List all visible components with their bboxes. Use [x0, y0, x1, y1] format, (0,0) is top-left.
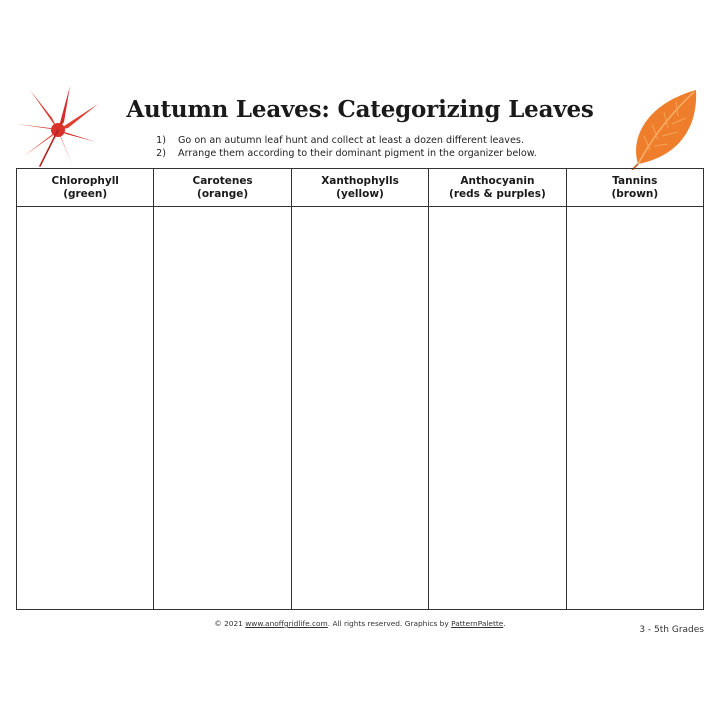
- instruction-item: [140, 134, 600, 147]
- column-writing-area[interactable]: [429, 207, 565, 609]
- worksheet-title: Autumn Leaves: Categorizing Leaves: [126, 96, 594, 123]
- graphics-credit-link[interactable]: PatternPalette: [451, 619, 504, 628]
- rights-text: . All rights reserved. Graphics by: [327, 619, 449, 628]
- column-title: Tannins: [612, 175, 658, 187]
- column-anthocyanin: [429, 169, 566, 609]
- column-writing-area[interactable]: [567, 207, 703, 609]
- footer-end: .: [503, 619, 506, 628]
- column-header: [292, 169, 428, 207]
- column-tannins: [567, 169, 703, 609]
- instruction-number: 2): [156, 148, 166, 159]
- column-chlorophyll: [17, 169, 154, 609]
- column-header: [567, 169, 703, 207]
- column-xanthophylls: [292, 169, 429, 609]
- column-subtitle: (brown): [611, 188, 659, 200]
- column-header: [429, 169, 565, 207]
- instruction-text: Arrange them according to their dominant pigment in the organizer below.: [178, 148, 537, 159]
- column-writing-area[interactable]: [292, 207, 428, 609]
- column-subtitle: (reds & purples): [449, 188, 546, 200]
- grade-level-label: 3 - 5th Grades: [639, 625, 704, 635]
- instruction-number: 1): [156, 135, 166, 146]
- instructions-list: [140, 134, 600, 160]
- instruction-item: [140, 147, 600, 160]
- copyright-year: © 2021: [214, 619, 243, 628]
- instruction-text: Go on an autumn leaf hunt and collect at least a dozen different leaves.: [178, 135, 524, 146]
- column-title: Carotenes: [192, 175, 253, 187]
- column-writing-area[interactable]: [17, 207, 153, 609]
- column-subtitle: (orange): [197, 188, 249, 200]
- column-title: Chlorophyll: [51, 175, 119, 187]
- copyright-footer: [0, 619, 720, 628]
- column-title: Anthocyanin: [460, 175, 535, 187]
- site-link[interactable]: www.anoffgridlife.com: [245, 619, 328, 628]
- column-subtitle: (yellow): [336, 188, 384, 200]
- column-subtitle: (green): [63, 188, 108, 200]
- column-header: [17, 169, 153, 207]
- column-title: Xanthophylls: [321, 175, 399, 187]
- pigment-organizer-table: [16, 168, 704, 610]
- column-carotenes: [154, 169, 291, 609]
- column-writing-area[interactable]: [154, 207, 290, 609]
- column-header: [154, 169, 290, 207]
